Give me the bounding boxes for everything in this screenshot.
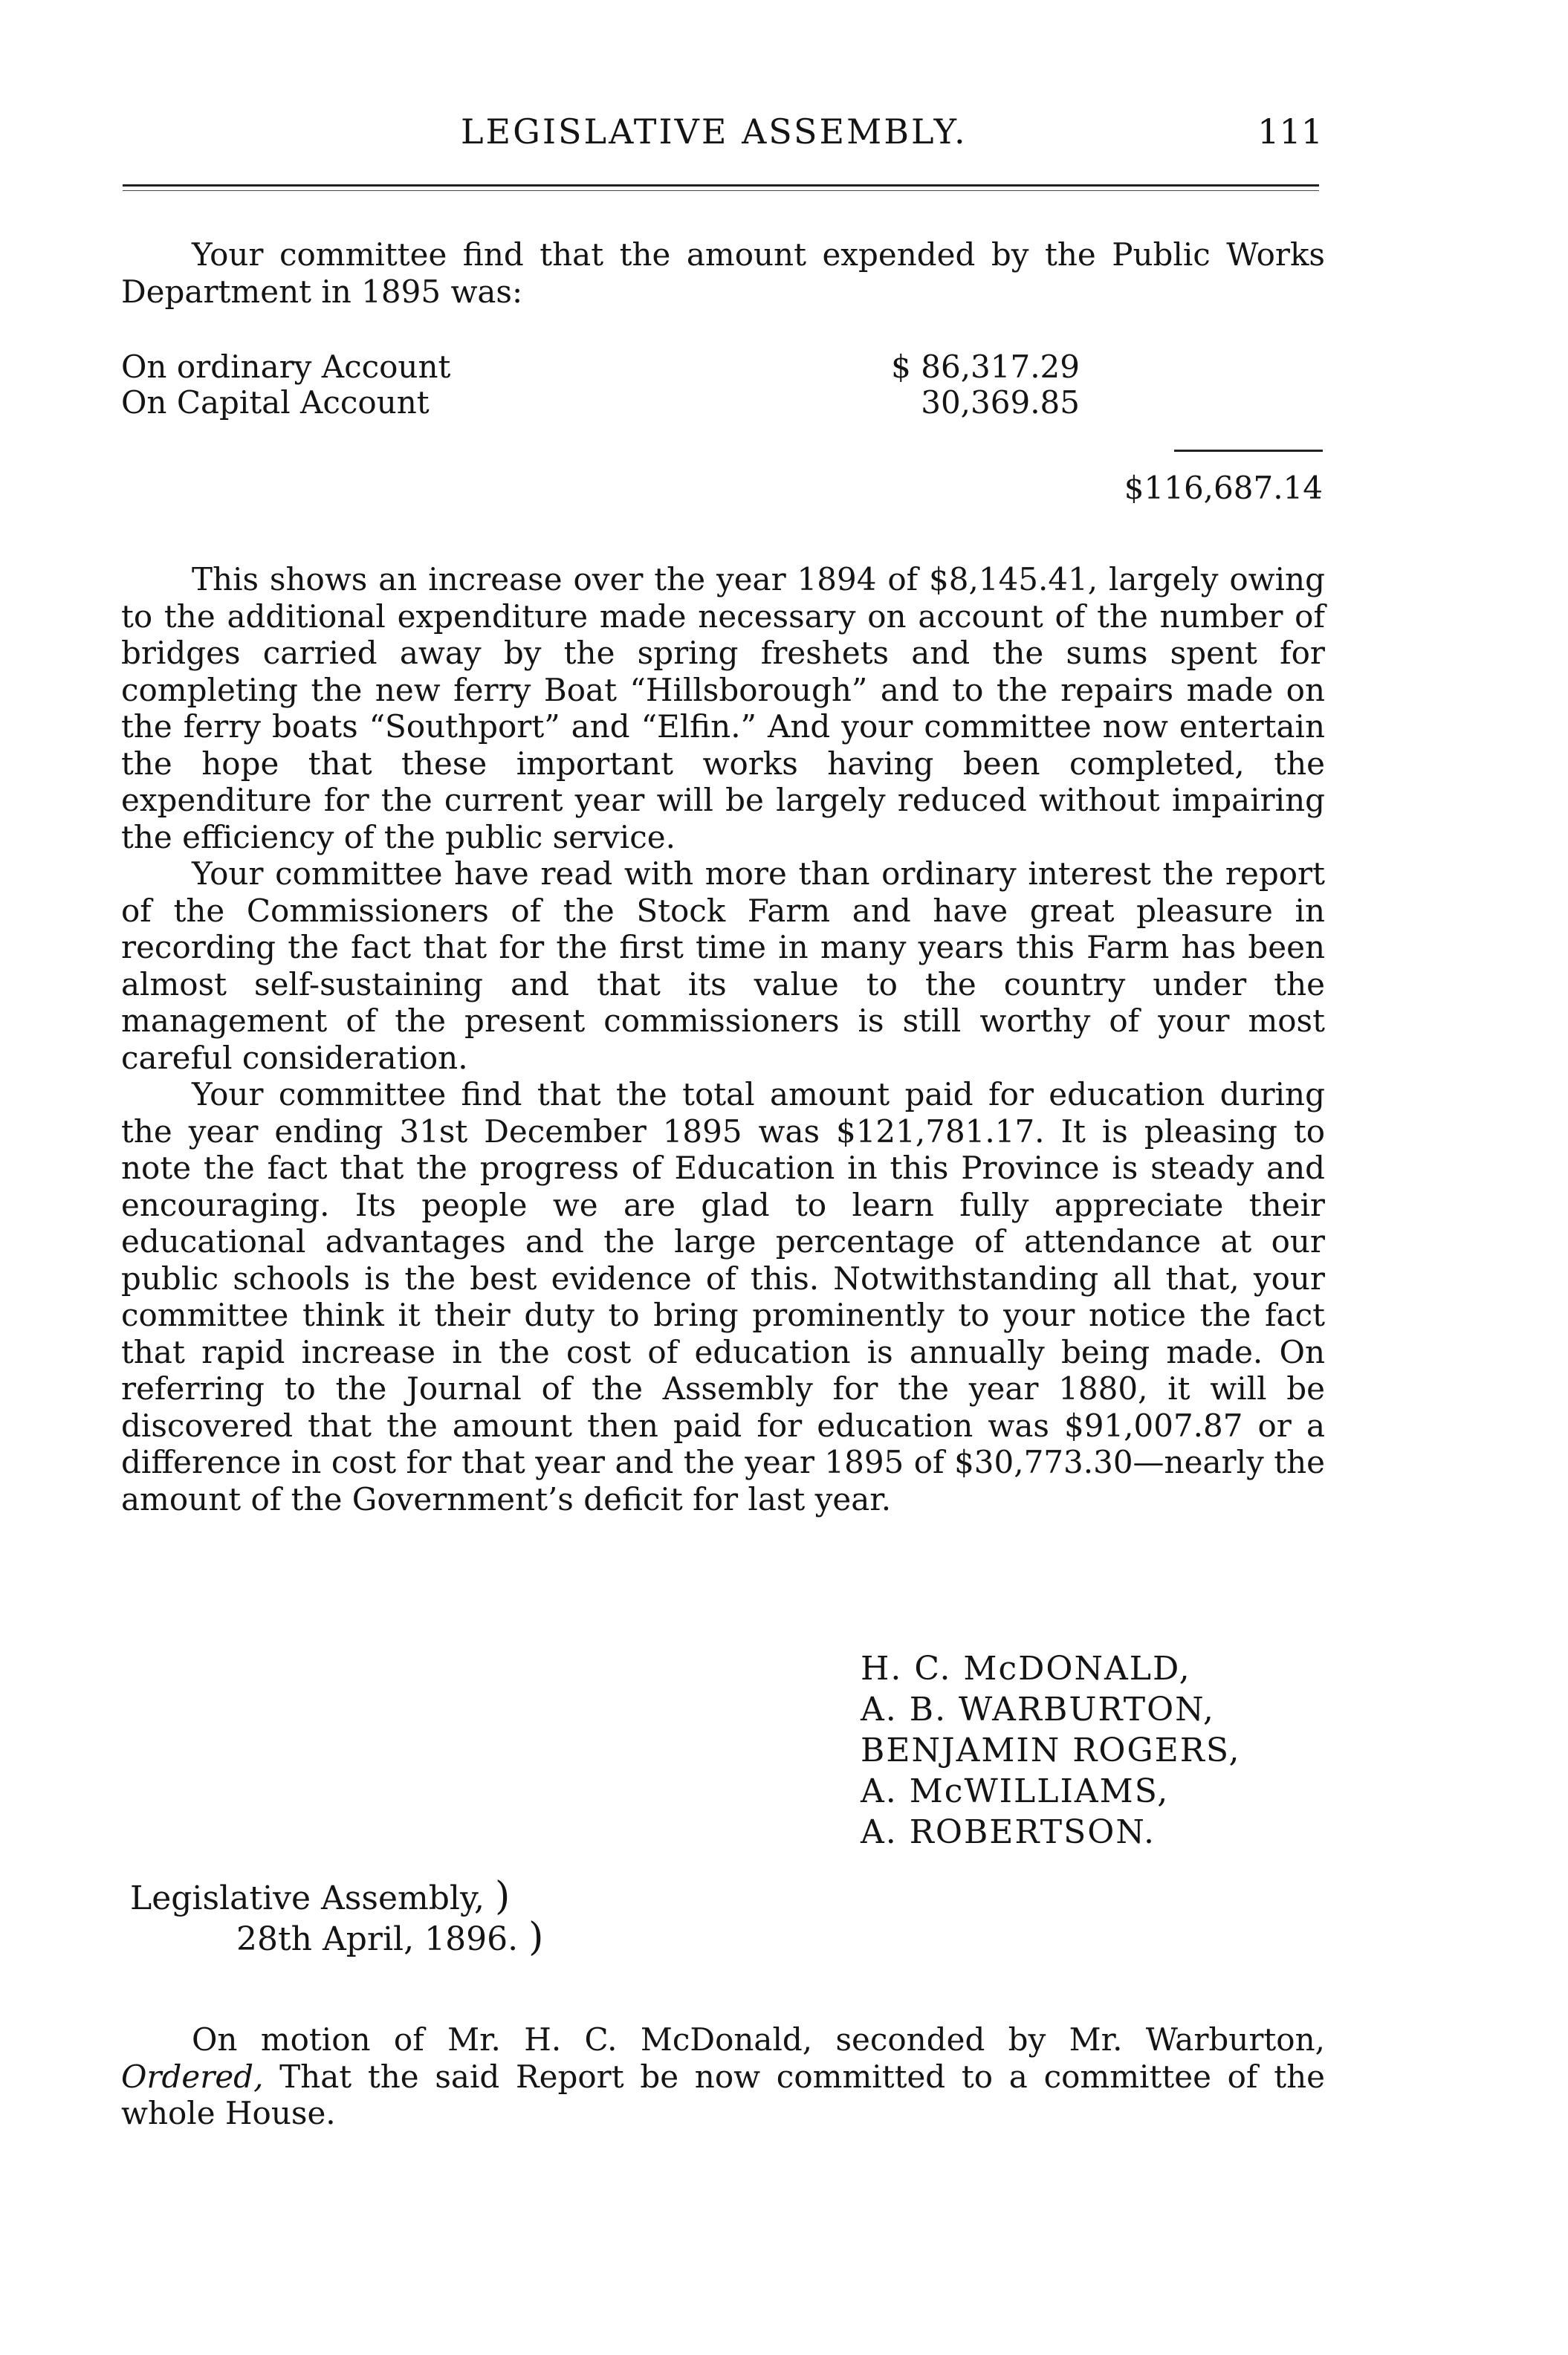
signature-name: A. B. WARBURTON, xyxy=(861,1691,1215,1729)
place-text: Legislative Assembly, xyxy=(130,1879,485,1917)
motion-text xyxy=(121,2021,1325,2132)
signature-name: BENJAMIN ROGERS, xyxy=(861,1732,1241,1769)
header-rule xyxy=(123,184,1319,187)
paragraph-expenditure: This shows an increase over the year 1894 of $8,145.41, largely owing to the additional expenditure made necessary on account of the number of bridges carried away by the spring freshets and the sums spent for completing the new ferry Boat “Hillsborough” and to the repairs made on the ferry boats “Southport” and “Elfin.” And your committee now entertain the hope that these important works having been completed, the expenditure for the current year will be largely reduced without impairing the efficiency of the public service. xyxy=(121,561,1325,855)
motion-paragraph xyxy=(121,2021,1325,2132)
body-text xyxy=(121,561,1325,1517)
page-number: 111 xyxy=(1257,111,1323,152)
signature-name: A. ROBERTSON. xyxy=(861,1813,1156,1851)
account-amount: $ 86,317.29 xyxy=(891,349,1080,385)
accounts-table xyxy=(121,349,1325,421)
date-line xyxy=(130,1915,544,1960)
motion-rest: That the said Report be now committed to a committee of the whole House. xyxy=(121,2058,1325,2131)
ordered-word: Ordered, xyxy=(121,2058,264,2095)
account-row xyxy=(121,349,1325,385)
paragraph-education: Your committee find that the total amount paid for education during the year ending 31st December 1895 was $121,781.17. It is pleasing to note the fact that the progress of Education in this Province is steady and encouraging. Its people we are glad to learn fully appreciate their educational advantages and the large percentage of attendance at our public schools is the best evidence of this. Notwithstanding all that, your committee think it their duty to bring prominently to your notice the fact that rapid increase in the cost of education is annually being made. On referring to the Journal of the Assembly for the year 1880, it will be discovered that the amount then paid for education was $91,007.87 or a difference in cost for that year and the year 1895 of $30,773.30—nearly the amount of the Government’s deficit for last year. xyxy=(121,1076,1325,1517)
account-row xyxy=(121,385,1325,421)
motion-lead: On motion of Mr. H. C. McDonald, seconded by Mr. Warburton, xyxy=(192,2021,1325,2058)
place-date-block xyxy=(130,1874,544,1960)
date-text: 28th April, 1896. xyxy=(236,1920,519,1958)
brace-bottom: ) xyxy=(528,1915,544,1960)
sum-rule xyxy=(1174,450,1323,452)
intro-paragraph xyxy=(121,236,1325,310)
running-title: LEGISLATIVE ASSEMBLY. xyxy=(461,111,968,152)
intro-text: Your committee find that the amount expended by the Public Works Department in 1895 was: xyxy=(121,236,1325,310)
running-head xyxy=(119,111,1323,163)
signature-name: H. C. McDONALD, xyxy=(861,1650,1191,1688)
paragraph-stock-farm: Your committee have read with more than ordinary interest the report of the Commissioners of the Stock Farm and have great pleasure in recording the fact that for the first time in many years this Farm has been almost self-sustaining and that its value to the country under the management of the present commissioners is still worthy of your most careful consideration. xyxy=(121,855,1325,1076)
header-rule-thin xyxy=(123,190,1319,191)
signature-name: A. McWILLIAMS, xyxy=(861,1772,1170,1810)
place-line xyxy=(130,1874,543,1919)
accounts-total: $116,687.14 xyxy=(1124,470,1323,506)
account-label: On ordinary Account xyxy=(121,349,451,385)
account-label: On Capital Account xyxy=(121,384,430,421)
signatures-block xyxy=(861,1648,1240,1853)
account-amount: 30,369.85 xyxy=(921,384,1080,421)
brace-top: ) xyxy=(494,1874,511,1919)
